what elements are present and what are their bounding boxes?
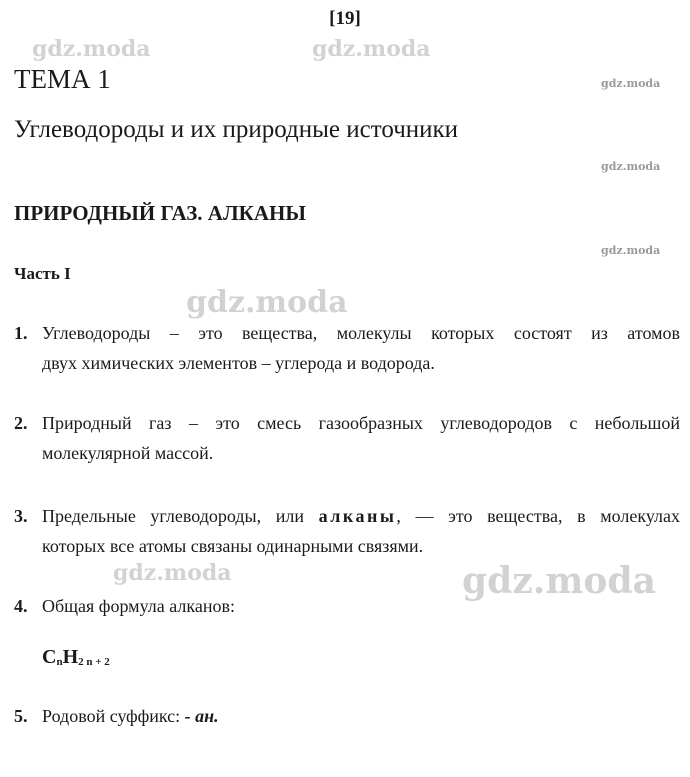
item-text: Природный газ – это смесь газообразных углеводородов с небольшой — [42, 413, 680, 433]
item-text: которых все атомы связаны одинарными связями. — [42, 536, 424, 556]
section-title: ПРИРОДНЫЙ ГАЗ. АЛКАНЫ — [14, 201, 306, 225]
watermark: gdz.moda — [601, 77, 661, 90]
list-item — [14, 408, 680, 468]
formula-hydrogen: H — [62, 646, 79, 668]
watermark: gdz.moda — [601, 244, 661, 257]
watermark: gdz.moda — [462, 560, 656, 602]
list-item — [14, 591, 680, 621]
item-number: 2. — [14, 413, 28, 433]
item-number: 3. — [14, 506, 28, 526]
watermark: gdz.moda — [113, 560, 232, 586]
item-text-part: , — это вещества, в молекулах — [396, 506, 681, 526]
alkane-formula — [42, 646, 110, 669]
item-text: молекулярной массой. — [42, 443, 214, 463]
page-number: [19] — [329, 8, 361, 29]
item-number: 1. — [14, 323, 28, 343]
watermark: gdz.moda — [186, 285, 348, 320]
watermark: gdz.moda — [32, 36, 151, 62]
formula-subscript: 2 n + 2 — [78, 656, 110, 668]
item-text-part: Предельные углеводороды, или — [42, 506, 319, 526]
item-text — [42, 701, 680, 731]
suffix-answer: - ан. — [184, 706, 219, 726]
topic-heading: ТЕМА 1 — [14, 64, 111, 94]
watermark: gdz.moda — [601, 160, 661, 173]
item-number: 4. — [14, 596, 28, 616]
item-text: Углеводороды – это вещества, молекулы которых состоят из атомов — [42, 323, 680, 343]
formula-subscript: n — [56, 656, 63, 668]
item-text — [42, 501, 680, 531]
part-title: Часть I — [14, 264, 71, 283]
watermark: gdz.moda — [312, 36, 431, 62]
item-number: 5. — [14, 706, 28, 726]
item-text: двух химических элементов – углерода и водорода. — [42, 353, 435, 373]
key-term: алканы — [318, 506, 397, 526]
topic-subtitle: Углеводороды и их природные источники — [14, 116, 459, 143]
formula-carbon: C — [42, 646, 57, 668]
list-item — [14, 318, 680, 378]
list-item — [14, 701, 680, 731]
item-text-part: Родовой суффикс: — [42, 706, 185, 726]
list-item — [14, 501, 680, 561]
item-text: Общая формула алканов: — [42, 596, 235, 616]
